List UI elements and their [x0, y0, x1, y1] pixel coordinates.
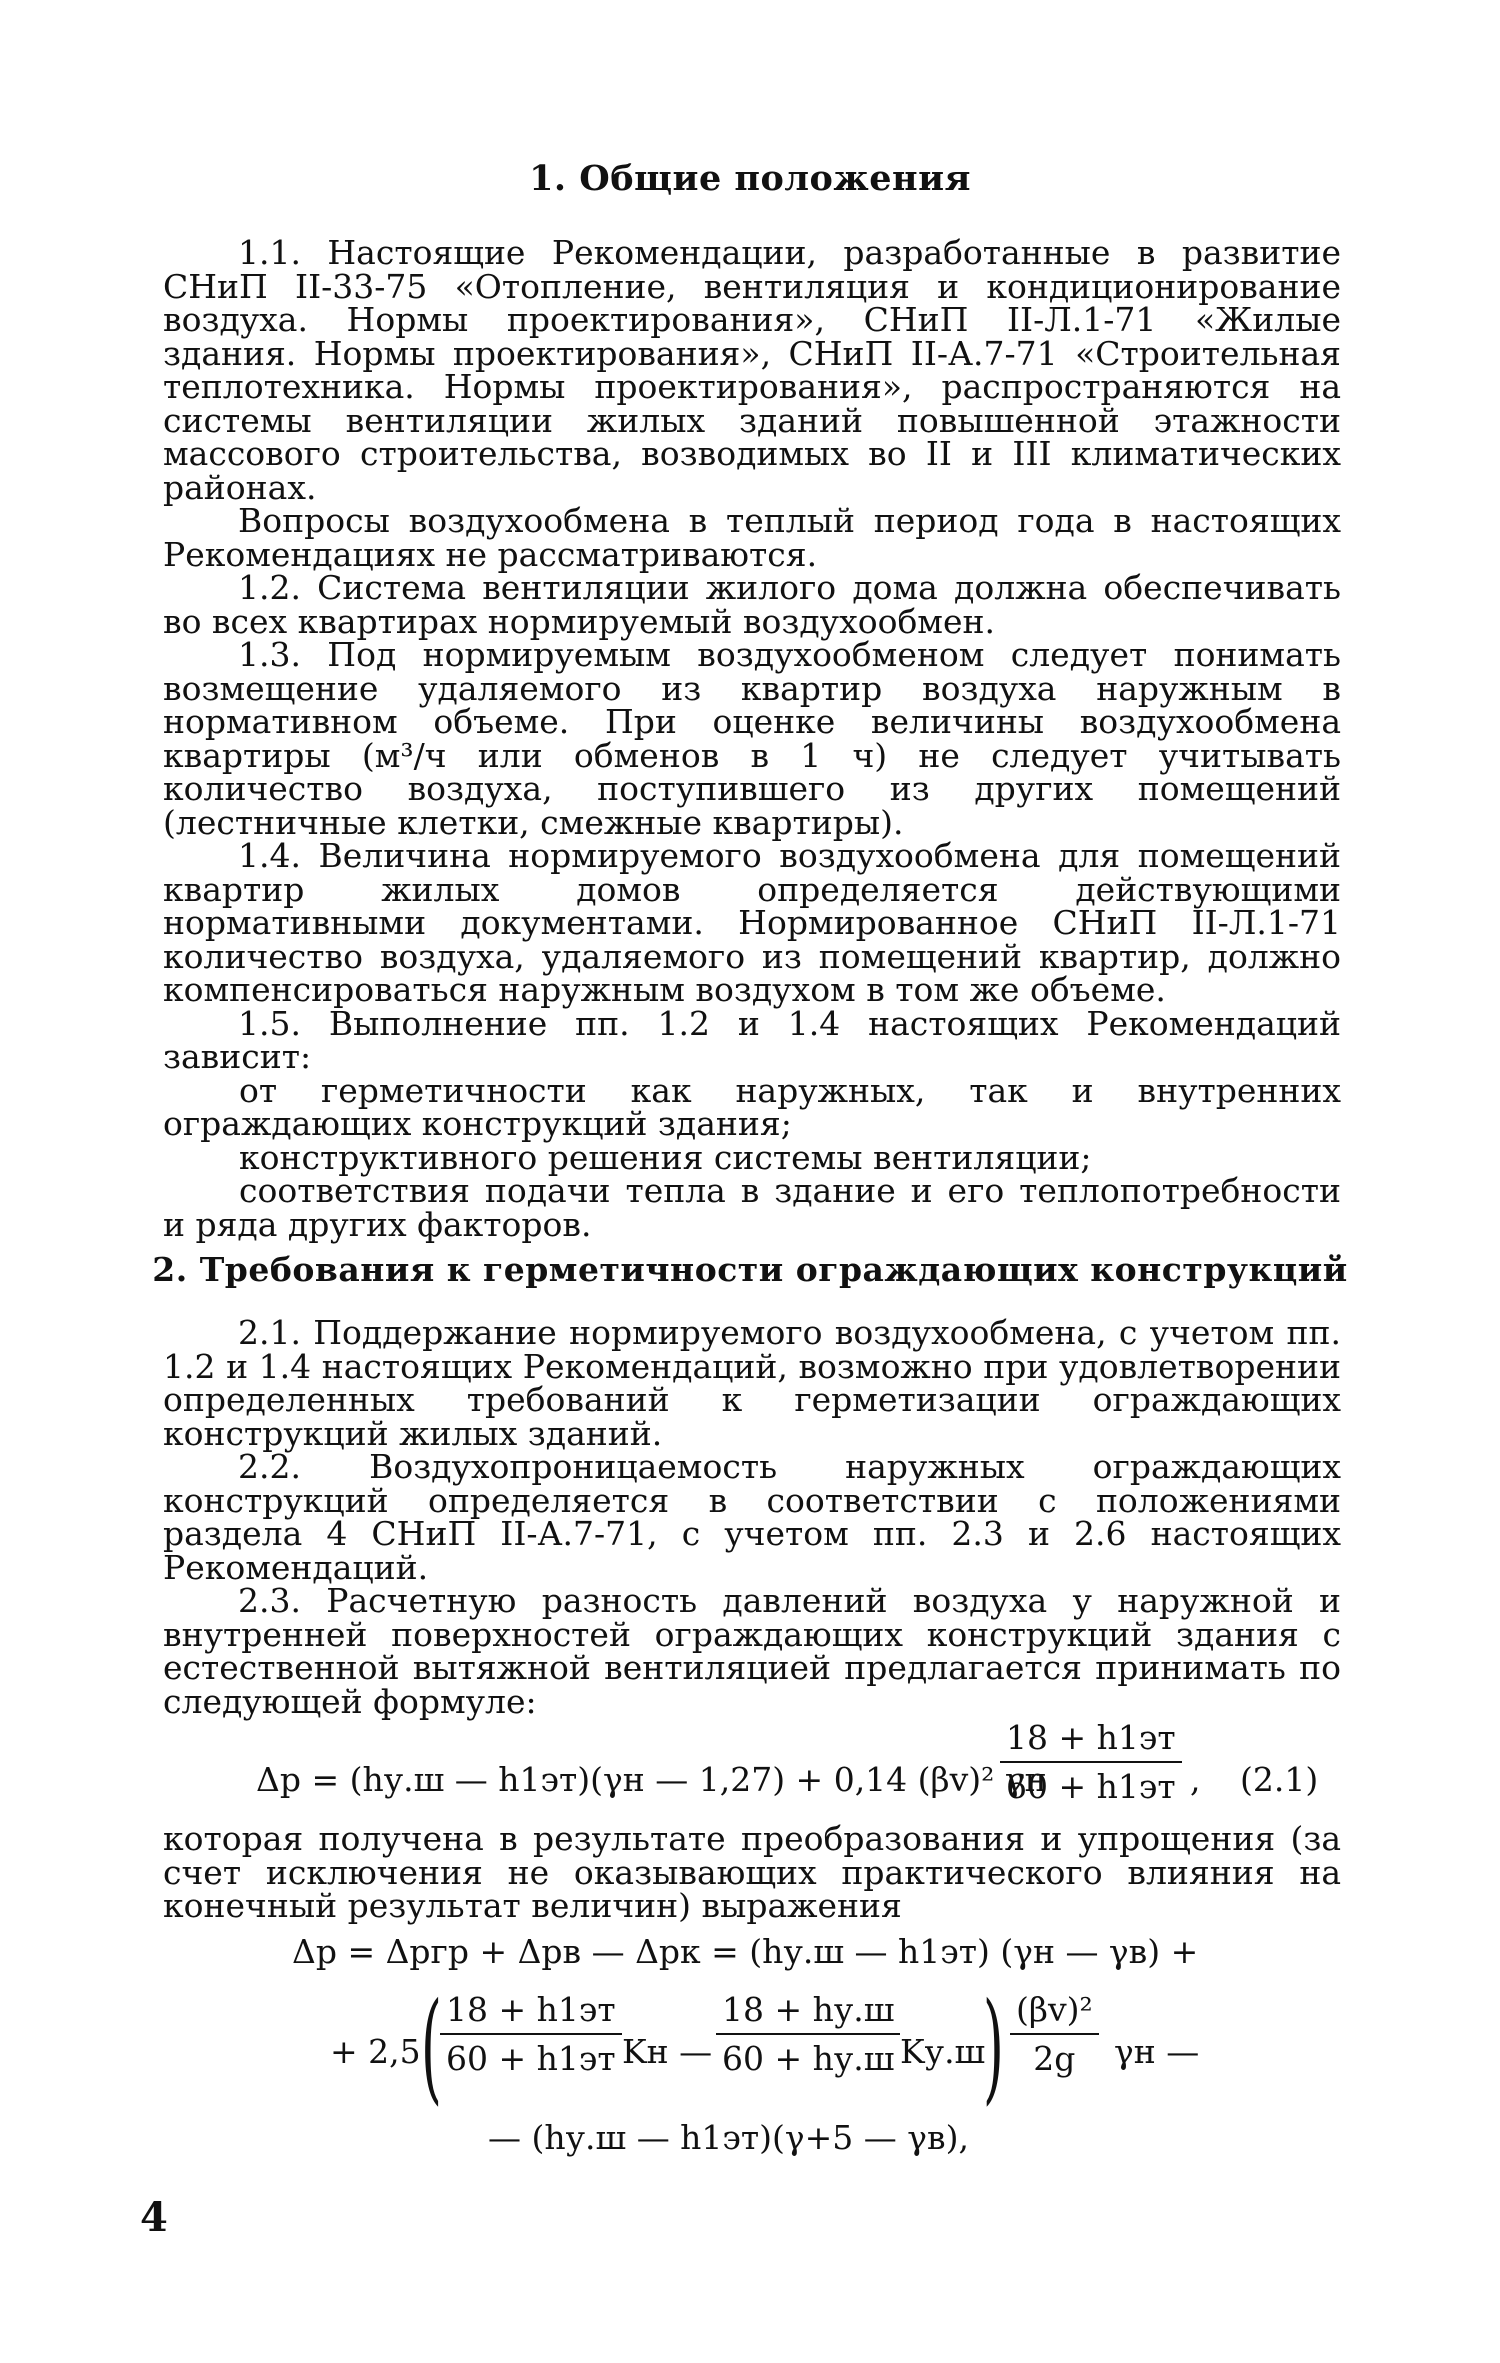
formula-2-1-fraction [1000, 1718, 1182, 1806]
formula-expression-fraction-1 [440, 1990, 622, 2078]
section-2-after-formula [163, 1819, 1341, 1925]
formula-expression-line-1: Δp = Δpгр + Δpв — Δpк = (hу.ш — h1эт) (γн — γв) + [292, 1932, 1199, 1971]
section-2-title: 2. Требования к герметичности ограждающих конструкций [152, 1250, 1348, 1289]
fraction-3-denominator: 2g [1033, 2039, 1076, 2078]
formula-2-1-numerator: 18 + h1эт [1006, 1718, 1176, 1757]
left-paren: ( [420, 1978, 442, 2117]
paragraph-1-2: 1.2. Система вентиляции жилого дома должна обеспечивать во всех квартирах нормируемый воздухообмен. [163, 568, 1341, 641]
formula-expression-line-3: — (hу.ш — h1эт)(γ+5 — γв), [488, 2118, 969, 2157]
formula-2-1-comma: , [1190, 1760, 1201, 1799]
page-number: 4 [140, 2194, 168, 2241]
paragraph-2-2: 2.2. Воздухопроницаемость наружных ограждающих конструкций определяется в соответствии с положениями раздела 4 СНиП II-А.7-71, с учетом пп. 2.3 и 2.6 настоящих Рекомендаций. [163, 1447, 1341, 1587]
paragraph-1-3: 1.3. Под нормируемым воздухообменом следует понимать возмещение удаляемого из квартир воздуха наружным в нормативном объеме. При оценке величины воздухообмена квартиры (м³/ч или обменов в 1 ч) не следует учитывать количество воздуха, поступившего из других помещений (лестничные клетки, смежные квартиры). [163, 635, 1341, 842]
fraction-1-denominator: 60 + h1эт [446, 2039, 616, 2078]
paragraph-1-5: 1.5. Выполнение пп. 1.2 и 1.4 настоящих Рекомендаций зависит: [163, 1003, 1341, 1076]
section-1-title: 1. Общие положения [529, 158, 971, 199]
right-paren: ) [982, 1978, 1004, 2117]
section-2-body [163, 1313, 1341, 1721]
paragraph-2-3: 2.3. Расчетную разность давлений воздуха у наружной и внутренней поверхностей ограждающих конструкций здания с естественной вытяжной вентиляцией предлагается принимать по следующей формуле: [163, 1581, 1341, 1721]
formula-expression-line-2-lead: + 2,5 [330, 2032, 421, 2071]
fraction-3-numerator: (βv)² [1016, 1990, 1093, 2029]
paragraph-after-formula: которая получена в результате преобразования и упрощения (за счет исключения не оказывающих практического влияния на конечный результат величин) выражения [163, 1819, 1341, 1925]
fraction-2-numerator: 18 + hу.ш [722, 1990, 895, 2029]
paragraph-1-5-item-1: от герметичности как наружных, так и внутренних ограждающих конструкций здания; [163, 1070, 1341, 1143]
formula-2-1-number: (2.1) [1240, 1760, 1319, 1799]
formula-expression-k-n: Kн — [622, 2032, 713, 2071]
paragraph-1-5-item-3: соответствия подачи тепла в здание и его теплопотребности и ряда других факторов. [163, 1171, 1341, 1244]
paragraph-1-5-item-2: конструктивного решения системы вентиляции; [239, 1137, 1092, 1177]
formula-expression-line-2-tail: γн — [1114, 2032, 1200, 2071]
formula-expression-fraction-2 [716, 1990, 900, 2078]
fraction-2-denominator: 60 + hу.ш [722, 2039, 895, 2078]
formula-2-1-lhs: Δp = (hу.ш — h1эт)(γн — 1,27) + 0,14 (βv)² γн [256, 1760, 1047, 1799]
fraction-1-numerator: 18 + h1эт [446, 1990, 616, 2029]
paragraph-1-1-note: Вопросы воздухообмена в теплый период года в настоящих Рекомендациях не рассматриваются. [163, 501, 1341, 574]
formula-2-1-denominator: 60 + h1эт [1006, 1767, 1176, 1806]
formula-expression-k-ush: Kу.ш [900, 2032, 986, 2071]
paragraph-2-1: 2.1. Поддержание нормируемого воздухообмена, с учетом пп. 1.2 и 1.4 настоящих Рекомендаций, возможно при удовлетворении определенных требований к герметизации ограждающих конструкций жилых зданий. [163, 1313, 1341, 1453]
paragraph-1-4: 1.4. Величина нормируемого воздухообмена для помещений квартир жилых домов определяется действующими нормативными документами. Нормированное СНиП II-Л.1-71 количество воздуха, удаляемого из помещений квартир, должно компенсироваться наружным воздухом в том же объеме. [163, 836, 1341, 1009]
section-1-body [163, 233, 1341, 1244]
paragraph-1-1: 1.1. Настоящие Рекомендации, разработанные в развитие СНиП II-33-75 «Отопление, вентиляция и кондиционирование воздуха. Нормы проектирования», СНиП II-Л.1-71 «Жилые здания. Нормы проектирования», СНиП II-А.7-71 «Строительная теплотехника. Нормы проектирования», распространяются на системы вентиляции жилых зданий повышенной этажности массового строительства, возводимых во II и III климатических районах. [163, 233, 1341, 507]
formula-expression-fraction-3 [1010, 1990, 1099, 2078]
